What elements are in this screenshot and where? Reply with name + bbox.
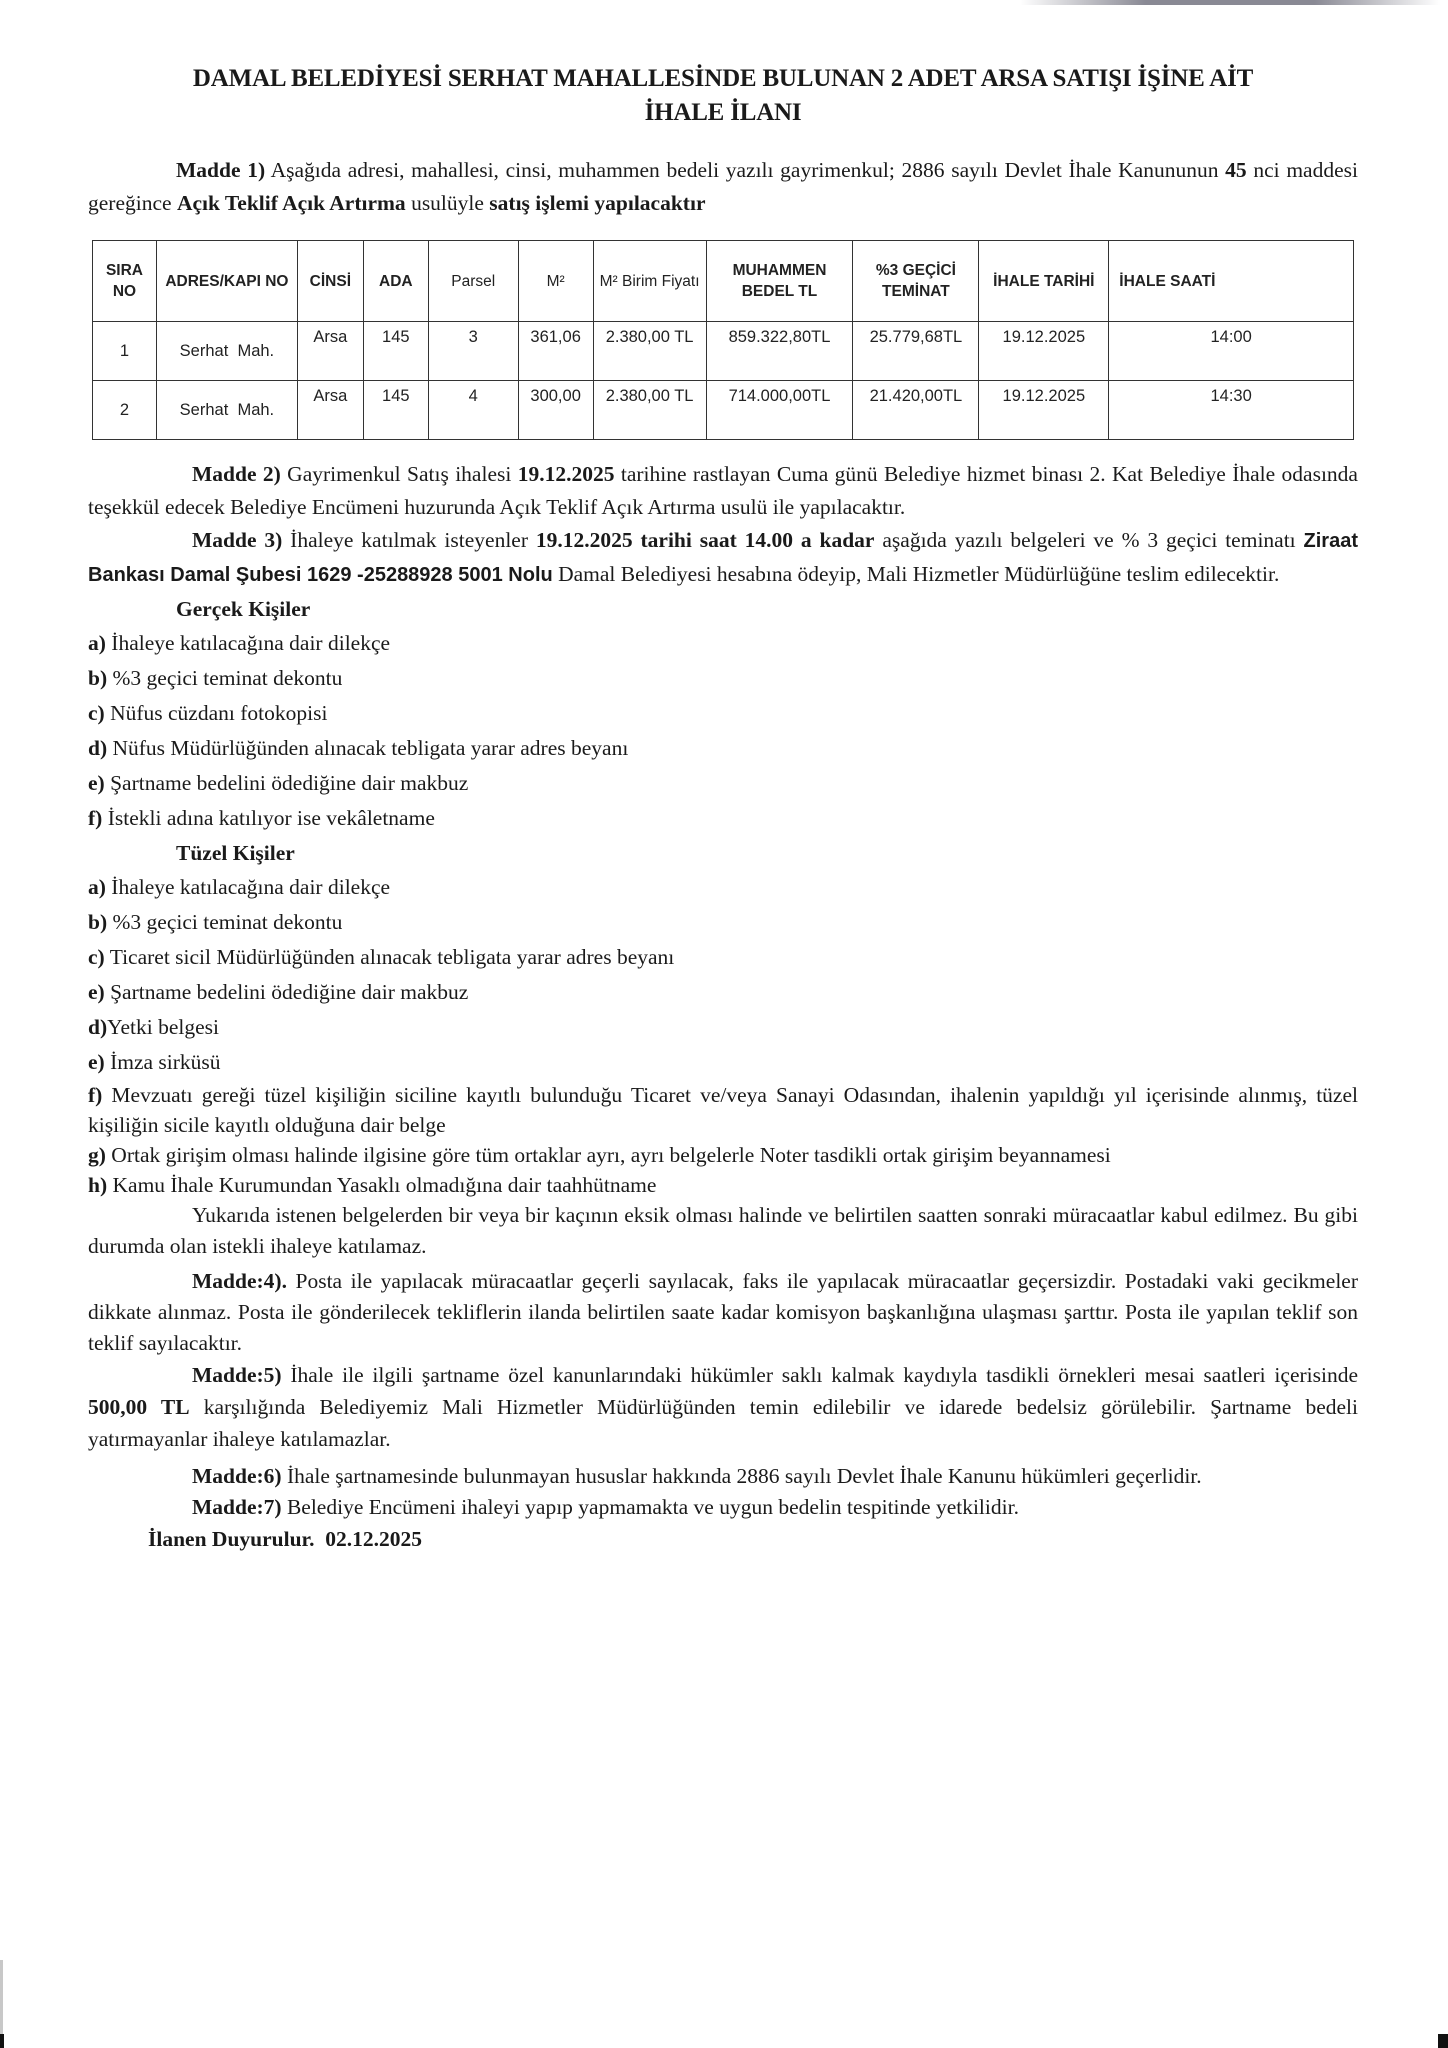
list-item: h) Kamu İhale Kurumundan Yasaklı olmadığına dair taahhütname <box>88 1173 657 1197</box>
madde-4: Madde:4). Posta ile yapılacak müracaatlar geçerli sayılacak, faks ile yapılacak müracaatlar geçersizdir. Postadaki vaki gecikmeler dikkate alınmaz. Posta ile gönderilecek tekliflerin ilanda belirtilen saate kadar komisyon başkanlığına ulaşması şarttır. Posta ile yapılan teklif son teklif sayılacaktır. <box>88 1269 1358 1355</box>
madde-1: Madde 1) Aşağıda adresi, mahallesi, cinsi, muhammen bedeli yazılı gayrimenkul; 2886 sayılı Devlet İhale Kanununun 45 nci maddesi gereğince Açık Teklif Açık Artırma usulüyle satış işlemi yapılacaktır <box>88 158 1358 215</box>
list-item: a) İhaleye katılacağına dair dilekçe <box>88 631 391 655</box>
header-parsel: Parsel <box>428 241 518 322</box>
scan-edge-artifact-top <box>1020 0 1440 5</box>
land-sale-table <box>92 240 1354 440</box>
list-item: d)Yetki belgesi <box>88 1015 220 1039</box>
madde-2: Madde 2) Gayrimenkul Satış ihalesi 19.12.2025 tarihine rastlayan Cuma günü Belediye hizmet binası 2. Kat Belediye İhale odasında teşekkül edecek Belediye Encümeni huzurunda Açık Teklif Açık Artırma usulü ile yapılacaktır. <box>88 462 1358 519</box>
scan-corner-artifact-left <box>0 2034 4 2048</box>
header-m2: M² <box>518 241 593 322</box>
gercek-kisiler-list <box>88 626 1358 836</box>
cell-birim-fiyat: 2.380,00 TL <box>593 322 706 381</box>
ilanen-duyurulur-footer: İlanen Duyurulur. 02.12.2025 <box>148 1527 422 1551</box>
list-item: f) Mevzuatı gereği tüzel kişiliğin siciline kayıtlı bulunduğu Ticaret ve/veya Sanayi Odasından, ihalenin yapıldığı yıl içerisinde alınmış, tüzel kişiliğin sicile kayıtlı olduğuna dair belge <box>88 1083 1358 1137</box>
list-item: c) Ticaret sicil Müdürlüğünden alınacak tebligata yarar adres beyanı <box>88 945 675 969</box>
header-birim-fiyat: M² Birim Fiyatı <box>593 241 706 322</box>
gercek-kisiler-heading: Gerçek Kişiler <box>176 597 311 621</box>
list-item: c) Nüfus cüzdanı fotokopisi <box>88 701 328 725</box>
cell-adres: Serhat Mah. <box>156 381 297 440</box>
cell-parsel: 4 <box>428 381 518 440</box>
madde-4-label: Madde:4). <box>192 1269 287 1293</box>
cell-saat: 14:30 <box>1109 381 1354 440</box>
list-item: e) Şartname bedelini ödediğine dair makbuz <box>88 980 469 1004</box>
madde-6-label: Madde:6) <box>192 1464 282 1488</box>
table-row <box>93 381 1354 440</box>
title-line-1: DAMAL BELEDİYESİ SERHAT MAHALLESİNDE BULUNAN 2 ADET ARSA SATIŞI İŞİNE AİT <box>192 65 1254 92</box>
list-item: b) %3 geçici teminat dekontu <box>88 666 343 690</box>
cell-cinsi: Arsa <box>297 322 363 381</box>
header-gecici-teminat: %3 GEÇİCİ TEMİNAT <box>853 241 979 322</box>
header-muhammen-bedel: MUHAMMEN BEDEL TL <box>706 241 853 322</box>
madde-5-label: Madde:5) <box>192 1363 282 1387</box>
cell-sira: 1 <box>93 322 157 381</box>
eksik-belge-notice: Yukarıda istenen belgelerden bir veya bir kaçının eksik olması halinde ve belirtilen saatten sonraki müracaatlar kabul edilmez. Bu gibi durumda olan istekli ihaleye katılamaz. <box>88 1203 1358 1258</box>
cell-m2: 300,00 <box>518 381 593 440</box>
cell-adres: Serhat Mah. <box>156 322 297 381</box>
madde-2-label: Madde 2) <box>192 462 281 486</box>
list-item: e) Şartname bedelini ödediğine dair makbuz <box>88 771 469 795</box>
cell-tarih: 19.12.2025 <box>979 381 1109 440</box>
list-item: a) İhaleye katılacağına dair dilekçe <box>88 875 391 899</box>
header-sira-no: SIRA NO <box>93 241 157 322</box>
header-cinsi: CİNSİ <box>297 241 363 322</box>
header-ihale-tarihi: İHALE TARİHİ <box>979 241 1109 322</box>
madde-7-label: Madde:7) <box>192 1495 282 1519</box>
list-item: d) Nüfus Müdürlüğünden alınacak tebligata yarar adres beyanı <box>88 736 629 760</box>
cell-muhammen: 859.322,80TL <box>706 322 853 381</box>
madde-3: Madde 3) İhaleye katılmak isteyenler 19.12.2025 tarihi saat 14.00 a kadar aşağıda yazılı belgeleri ve % 3 geçici teminatı Ziraat Bankası Damal Şubesi 1629 -25288928 5001 Nolu Damal Belediyesi hesabına ödeyip, Mali Hizmetler Müdürlüğüne teslim edilecektir. <box>88 528 1358 586</box>
list-item: f) İstekli adına katılıyor ise vekâletname <box>88 806 435 830</box>
header-ihale-saati: İHALE SAATİ <box>1109 241 1354 322</box>
cell-teminat: 25.779,68TL <box>853 322 979 381</box>
cell-sira: 2 <box>93 381 157 440</box>
header-adres: ADRES/KAPI NO <box>156 241 297 322</box>
tuzel-kisiler-heading: Tüzel Kişiler <box>176 841 295 865</box>
announcement-page <box>88 62 1358 1556</box>
list-item: b) %3 geçici teminat dekontu <box>88 910 343 934</box>
tuzel-kisiler-list <box>88 870 1358 1200</box>
cell-parsel: 3 <box>428 322 518 381</box>
table-row <box>93 322 1354 381</box>
scan-corner-artifact-right <box>1438 2034 1448 2048</box>
cell-teminat: 21.420,00TL <box>853 381 979 440</box>
document-title <box>88 62 1358 130</box>
cell-ada: 145 <box>363 322 428 381</box>
list-item: e) İmza sirküsü <box>88 1050 221 1074</box>
cell-m2: 361,06 <box>518 322 593 381</box>
madde-6: Madde:6) İhale şartnamesinde bulunmayan hususlar hakkında 2886 sayılı Devlet İhale Kanunu hükümleri geçerlidir. <box>192 1464 1202 1488</box>
cell-ada: 145 <box>363 381 428 440</box>
cell-tarih: 19.12.2025 <box>979 322 1109 381</box>
madde-7: Madde:7) Belediye Encümeni ihaleyi yapıp yapmamakta ve uygun bedelin tespitinde yetkilidir. <box>192 1495 1019 1519</box>
header-ada: ADA <box>363 241 428 322</box>
title-line-2: İHALE İLANI <box>644 99 802 126</box>
list-item: g) Ortak girişim olması halinde ilgisine göre tüm ortaklar ayrı, ayrı belgelerle Noter tasdikli ortak girişim beyannamesi <box>88 1143 1111 1167</box>
madde-3-label: Madde 3) <box>192 528 283 552</box>
madde-5: Madde:5) İhale ile ilgili şartname özel kanunlarındaki hükümler saklı kalmak kaydıyla tasdikli örnekleri mesai saatleri içerisinde 500,00 TL karşılığında Belediyemiz Mali Hizmetler Müdürlüğünden temin edilebilir ve idarede bedelsiz görülebilir. Şartname bedeli yatırmayanlar ihaleye katılamazlar. <box>88 1363 1359 1451</box>
cell-birim-fiyat: 2.380,00 TL <box>593 381 706 440</box>
table-header-row <box>93 241 1354 322</box>
cell-saat: 14:00 <box>1109 322 1354 381</box>
cell-cinsi: Arsa <box>297 381 363 440</box>
cell-muhammen: 714.000,00TL <box>706 381 853 440</box>
madde-1-label: Madde 1) <box>176 158 266 182</box>
